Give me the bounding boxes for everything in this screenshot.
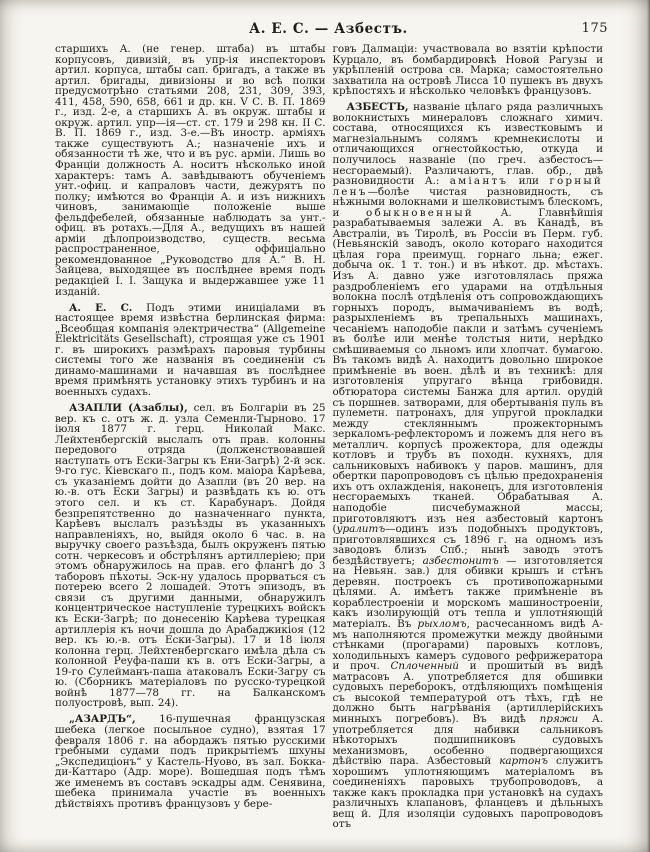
body-text: названіе цѣлаго ряда различныхъ волокнистыхъ минераловъ сложнаго химич. состава, относящихся къ известковымъ и магнезіальнымъ солямъ кремнекислоты и отличающихся огнестойкостью, откуда и получилось названіе (по греч. азбестосъ—несгораемый). Различаютъ, глав. обр., двѣ разновидности А.: xyxy=(332,101,603,188)
body-text: А. Главнѣйшія разрабатываемыя залежи А. въ Канадѣ, въ Австраліи, въ Тиролѣ, въ Россіи въ Перм. губ. (Невьянскій заводъ, около котораго находится цѣлая гора преимущ. горнаго льна; ежег. добыча ок. 1 т. тон.) и въ нѣкот. др. мѣстахъ. Изъ А. давно уже изготовлялась пряжа раздробленіемъ его ударами на отдѣльныя волокна послѣ отдѣленія отъ сопровождающихъ горныхъ породъ, вымачиваніемъ въ водѣ, разрыхленіемъ въ трепальныхъ машинахъ, чесаніемъ наподобіе пакли и затѣмъ сученіемъ въ болѣе или менѣе толстыя нити, нерѣдко смѣшиваемыя со льномъ или хлопчат. бумагою. Въ такомъ видѣ А. находитъ довольно широкое примѣненіе въ воен. дѣлѣ и въ техникѣ: для изготовленія упругаго вѣнца грибовидн. обтюратора системы Банжа для артил. орудій съ поршнев. затворами, для обертыванія пуль въ пулеметн. патронахъ, для упругой прокладки между стекляннымъ прожекторнымъ зеркаломъ-рефлекторомъ и ложемъ для него въ металлич. корпусѣ прожектора, для одежды котловъ и трубъ въ походн. кухняхъ, для сальниковыхъ набивокъ у паров. машинъ, для обертки паропроводовъ съ цѣлью предохраненія ихъ отъ охлажденія, наконецъ, для изготовленія несгораемыхъ тканей. Обрабатывая А. наподобіе писчебумажной массы, приготовляютъ изъ нея азбестовый картонъ ( xyxy=(332,206,603,536)
body-text: сел. въ Болгаріи въ 25 вер. къ с. отъ ж. д. узла Семенли-Тырново. 17 іюля 1877 г. герц. Николай Макс. Лейхтенбергскій выслалъ отъ прав. колонны передового отряда (долженствовавшей наступать отъ Ески-Загры къ Ени-Загрѣ) 2-й эск. 9-го гус. Кіевскаго п., подъ ком. маіора Карѣева, съ указаніемъ дойти до Азапли (въ 20 вер. на ю.-в. отъ Ески Загры) и развѣдать къ ю. отъ этого сел. и къ ст. Карабунаръ. Дойдя безпрепятственно до назначеннаго пункта, Карѣевъ выслалъ разъѣзды въ указанныхъ направленіяхъ, но, выйдя около 6 час. в. на выручку своего разъѣзда, былъ окруженъ пятью сотн. черкесовъ и обстрѣлянъ артиллеріею; при этомъ обнаружилось на прав. его флангѣ до 3 таборовъ пѣхоты. Эск-ну удалось прорваться съ потерею всего 2 лошадей. Этотъ эпизодъ, въ связи съ другими данными, обнаружилъ концентрическое наступленіе турецкихъ войскъ къ Ески-Загрѣ; по донесенію Карѣева турецкая артиллерія къ ночи дошла до Арабаджикіоя (12 вер. къ ю.-в. отъ Ески-Загры). 17 и 18 іюля колонна герц. Лейхтенбергскаго имѣла дѣла съ колонной Реуфа-паши къ в. отъ Ески-Загры, а 19-го Сулейманъ-паша атаковалъ Ески-Загру съ ю. (Сборникъ матеріаловъ по русско-турецкой войнѣ 1877—78 гг. на Балканскомъ полуостровѣ, вып. 24). xyxy=(55,402,326,710)
entry-azapli xyxy=(55,403,326,709)
body-text: и прошитый въ видѣ матрасовъ А. употребляется для обшивки судовыхъ переборокъ, отдѣляющихъ помѣщенія съ высокой температурой отъ тѣхъ, гдѣ не должно быть нагрѣванія (артиллерійскихъ минныхъ погребовъ). Въ видѣ xyxy=(332,660,603,725)
spaced-term: аміантъ xyxy=(449,175,509,188)
entry-headword: А. Е. С. xyxy=(69,301,133,314)
body-text: —болѣе чистая разновидность, съ нѣжными волокнами и шелковистымъ блескомъ, и xyxy=(332,185,603,219)
page-header xyxy=(55,21,608,37)
body-text: —одинъ изъ подобныхъ продуктовъ, приготовлявшихся съ 1896 г. на одномъ изъ заводовъ близъ Спб.; нынѣ заводъ этотъ бездѣйствуетъ; xyxy=(332,523,603,567)
page-number: 175 xyxy=(581,21,608,36)
spaced-term: обыкновенный xyxy=(366,206,474,219)
body-text: , расчесанномъ видѣ А-мъ наполняются промежутки между двойными стѣнками (прогарами) паровыхъ котловъ, холодильныхъ камеръ судового рефрижератора и проч. xyxy=(332,618,603,673)
entry-azbest xyxy=(333,102,604,830)
body-text: А. употребляется для набивки сальниковъ нѣкоторыхъ подшипниковъ судовыхъ механизмовъ, особенно подвергающихся дѣйствію пара. Азбестовый xyxy=(332,712,603,768)
entry-a-e-s xyxy=(55,303,326,398)
body-text: — изготовляется на Невьян. зав.) для обивки крышъ и стѣнъ деревян. построекъ съ противопожарными цѣлями. А. имѣетъ также примѣненіе въ кораблестроеніи и морскомъ машиностроеніи, какъ изолирующій отъ тепла и уплотняющій матеріалъ. Въ xyxy=(332,554,603,631)
entry-headword: АЗАПЛИ (Азаблы), xyxy=(69,402,188,415)
left-column xyxy=(55,44,326,830)
entry-azard xyxy=(55,714,326,809)
text-columns xyxy=(55,44,603,830)
body-text: говъ Далмаціи: участвовала во взятіи крѣпости Курцало, въ бомбардировкѣ Новой Рагузы и укрѣпленій острова св. Марка; самостоятельно захватила на островѣ Лисса 10 пушекъ въ двухъ крѣпостяхъ и нѣсколько человѣкъ французовъ. xyxy=(332,43,603,98)
spaced-term: горный ленъ xyxy=(332,175,603,198)
italic-term: Сплоченный xyxy=(390,660,459,673)
right-column xyxy=(333,44,604,830)
italic-term: рыхломъ xyxy=(417,618,467,631)
body-text: служитъ хорошимъ уплотняющимъ матеріаломъ въ соединеніяхъ паровыхъ трубопроводовъ, а также какъ прокладка при установкѣ на судахъ различныхъ клапановъ, фланцевъ и дѣльныхъ вещ й. Для изоляціи судовыхъ паропроводовъ отъ xyxy=(332,755,603,831)
entry-headword: „АЗАРДЪ“, xyxy=(69,713,136,726)
continuation-adjutant-article xyxy=(55,44,326,297)
italic-term: уралитъ xyxy=(336,523,386,536)
body-text: Подъ этими иниціалами въ настоящее время извѣстна берлинская фирма: „Всеобщая компанія электричества“ (Allgemeine Elektricitäts Gesellschaft), строящая уже съ 1901 г. въ широкихъ размѣрахъ паровыя турбины системы того же названія въ соединеніи съ динамо-машинами и начавшая въ послѣднее время примѣнять установку этихъ турбинъ и на военныхъ судахъ. xyxy=(55,301,326,398)
body-text: старшихъ А. (не генер. штаба) въ штабы корпусовъ, дивизій, въ упр-ія инспекторовъ артил. корпуса, штабы сап. бригадъ, а также въ артил. бригады, дивизіоны и во всѣ полки предусмотрѣно статьями 208, 231, 309, 393, 411, 458, 590, 658, 661 и др. кн. V С. В. П. 1869 г., изд. 2-е, а старшихъ А. въ окруж. штабы и окруж. артил. упр—ія—ст. ст. 179 и 298 кн. II С. В. П. 1869 г., изд. 3-е.—Въ иностр. арміяхъ также существуютъ А.; назначеніе ихъ и обязанности тѣ же, что и въ рус. арміи. Лишь во Франціи должность А. носитъ нѣсколько иной характеръ: тамъ А. завѣдываютъ обученіемъ унт.-офиц. и капраловъ части, дежурятъ по полку; имѣются во Франціи А. и изъ нижнихъ чиновъ, занимающіе положеніе выше фельдфебелей, обязанные наблюдать за унт.-офиц. въ ротахъ.—Для А., ведущихъ въ нашей арміи дѣлопроизводство, существ. весьма распространенное, оффиціально рекомендованное „Руководство для А.“ В. Н. Зайцева, выходящее въ послѣднее время подъ редакціей І. І. Защука и выдержавшее уже 11 изданій. xyxy=(55,43,326,298)
italic-term: пряжи xyxy=(539,712,579,725)
continuation-azard xyxy=(333,44,604,97)
running-head: А. Е. С. — Азбестъ. xyxy=(249,21,408,37)
italic-term: картонъ xyxy=(499,755,548,768)
entry-headword: АЗБЕСТЪ, xyxy=(346,101,409,114)
italic-term: азбестонитъ xyxy=(422,554,499,567)
body-text: 16-пушечная французская шебека (легкое посыльное судно), взятая 17 февраля 1806 г. на абордажъ пятью русскими гребными судами подъ прикрытіемъ шхуны „Экспедиціонъ“ у Кастель-Нуово, въ зал. Бокка-ди-Каттаро (Адр. море). Вошедшая подъ тѣмъ же именемъ въ составъ эскадры адм. Сенявина, шебека принимала участіе въ военныхъ дѣйствіяхъ противъ французовъ у бере- xyxy=(55,713,326,810)
body-text: или xyxy=(508,175,550,188)
